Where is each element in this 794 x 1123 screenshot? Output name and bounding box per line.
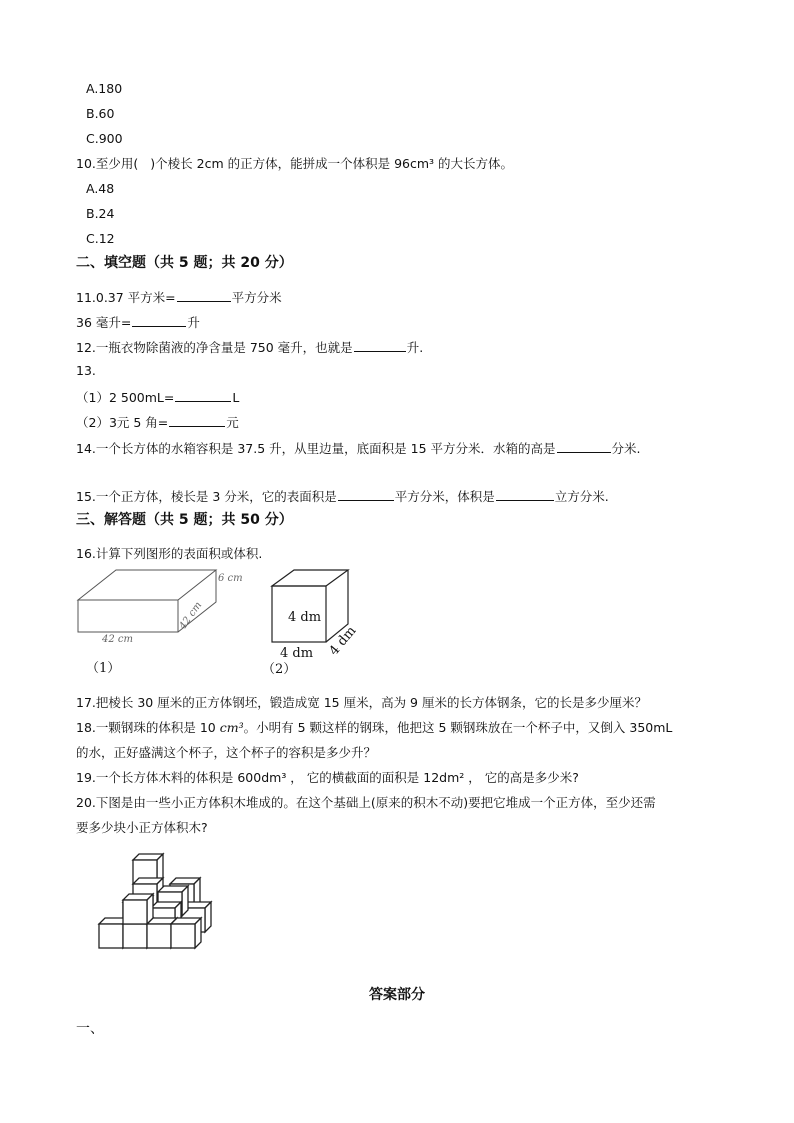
q11a-unit: 平方分米 <box>231 290 282 305</box>
question-13-part2 <box>76 413 239 431</box>
question-11b <box>76 313 200 331</box>
figure-2-bottom-label: 4 dm <box>280 646 314 661</box>
q13-part2-unit: 元 <box>226 415 239 430</box>
q9-option-b: B.60 <box>86 106 115 121</box>
answer-blank[interactable] <box>338 487 394 501</box>
q10-text-pre: 10.至少用( <box>76 156 139 171</box>
figure-1-length-label: 42 cm <box>102 634 133 645</box>
figure-1-caption: （1） <box>86 661 121 676</box>
stacked-cubes-figure <box>94 850 234 954</box>
q11a-text: 11.0.37 平方米= <box>76 290 176 305</box>
figure-1-width-label: 42 cm <box>177 600 205 632</box>
answer-section-title: 答案部分 <box>369 987 425 1003</box>
question-17: 17.把棱长 30 厘米的正方体钢坯，锻造成宽 15 厘米，高为 9 厘米的长方体钢条，它的长是多少厘米？ <box>76 695 647 710</box>
figure-1-height-label: 6 cm <box>218 573 243 584</box>
q9-option-c: C.900 <box>86 131 123 146</box>
answer-blank[interactable] <box>169 413 225 427</box>
question-18-line1 <box>76 720 672 736</box>
figure-2-cube <box>262 566 372 676</box>
question-11a <box>76 288 282 306</box>
q10-option-c: C.12 <box>86 231 115 246</box>
question-13-part1 <box>76 388 239 406</box>
q12-text: 12.一瓶衣物除菌液的净含量是 750 毫升，也就是 <box>76 340 353 355</box>
q11b-text: 36 毫升= <box>76 315 132 330</box>
section-fill-in-heading: 二、填空题（共 5 题；共 20 分） <box>76 255 293 271</box>
q11b-unit: 升 <box>187 315 200 330</box>
answer-blank[interactable] <box>496 487 554 501</box>
q15-text-pre: 15.一个正方体，棱长是 3 分米，它的表面积是 <box>76 489 337 504</box>
question-12 <box>76 338 423 356</box>
q18-unit: cm³ <box>219 720 244 735</box>
q12-unit: 升. <box>406 340 424 355</box>
question-19: 19.一个长方体木料的体积是 600dm³ ， 它的横截面的面积是 12dm² ， 它的高是多少米? <box>76 770 579 785</box>
figure-1-cuboid <box>76 566 246 676</box>
question-15 <box>76 487 609 505</box>
answer-blank[interactable] <box>557 439 611 453</box>
q13-part1-unit: L <box>232 390 240 405</box>
question-16: 16.计算下列图形的表面积或体积. <box>76 546 263 561</box>
question-14 <box>76 439 641 457</box>
q15-text-post: 立方分米. <box>554 489 609 504</box>
answer-blank[interactable] <box>354 338 406 352</box>
q15-text-mid: 平方分米，体积是 <box>394 489 495 504</box>
section-solve-heading: 三、解答题（共 5 题；共 50 分） <box>76 512 293 528</box>
q14-text: 14.一个长方体的水箱容积是 37.5 升，从里边量，底面积是 15 平方分米．水箱的高是 <box>76 441 556 456</box>
q10-option-b: B.24 <box>86 206 115 221</box>
question-20-line2: 要多少块小正方体积木? <box>76 820 208 835</box>
q10-text-post: )个棱长 2cm 的正方体，能拼成一个体积是 96cm³ 的大长方体。 <box>150 156 514 171</box>
q18-text-post: 。小明有 5 颗这样的钢珠，他把这 5 颗钢珠放在一个杯子中，又倒入 350mL <box>243 720 673 735</box>
answer-section-1: 一、 <box>76 1021 104 1037</box>
question-10 <box>76 156 513 172</box>
q18-text-pre: 18.一颗钢珠的体积是 10 <box>76 720 220 735</box>
q13-part2-text: （2）3元 5 角= <box>76 415 169 430</box>
question-20-line1: 20.下图是由一些小正方体积木堆成的。在这个基础上(原来的积木不动)要把它堆成一个正方体，至少还需 <box>76 795 656 810</box>
figure-2-caption: （2） <box>262 662 297 676</box>
question-18-line2: 的水，正好盛满这个杯子，这个杯子的容积是多少升？ <box>76 745 377 760</box>
answer-blank[interactable] <box>175 388 231 402</box>
figure-2-front-label: 4 dm <box>288 610 322 625</box>
q10-option-a: A.48 <box>86 181 115 196</box>
q9-option-a: A.180 <box>86 81 123 96</box>
answer-blank[interactable] <box>177 288 231 302</box>
q13-part1-text: （1）2 500mL= <box>76 390 175 405</box>
answer-blank[interactable] <box>132 313 186 327</box>
q14-unit: 分米. <box>611 441 641 456</box>
question-13-number: 13. <box>76 363 96 378</box>
figure-2-side-label: 4 dm <box>326 623 360 659</box>
